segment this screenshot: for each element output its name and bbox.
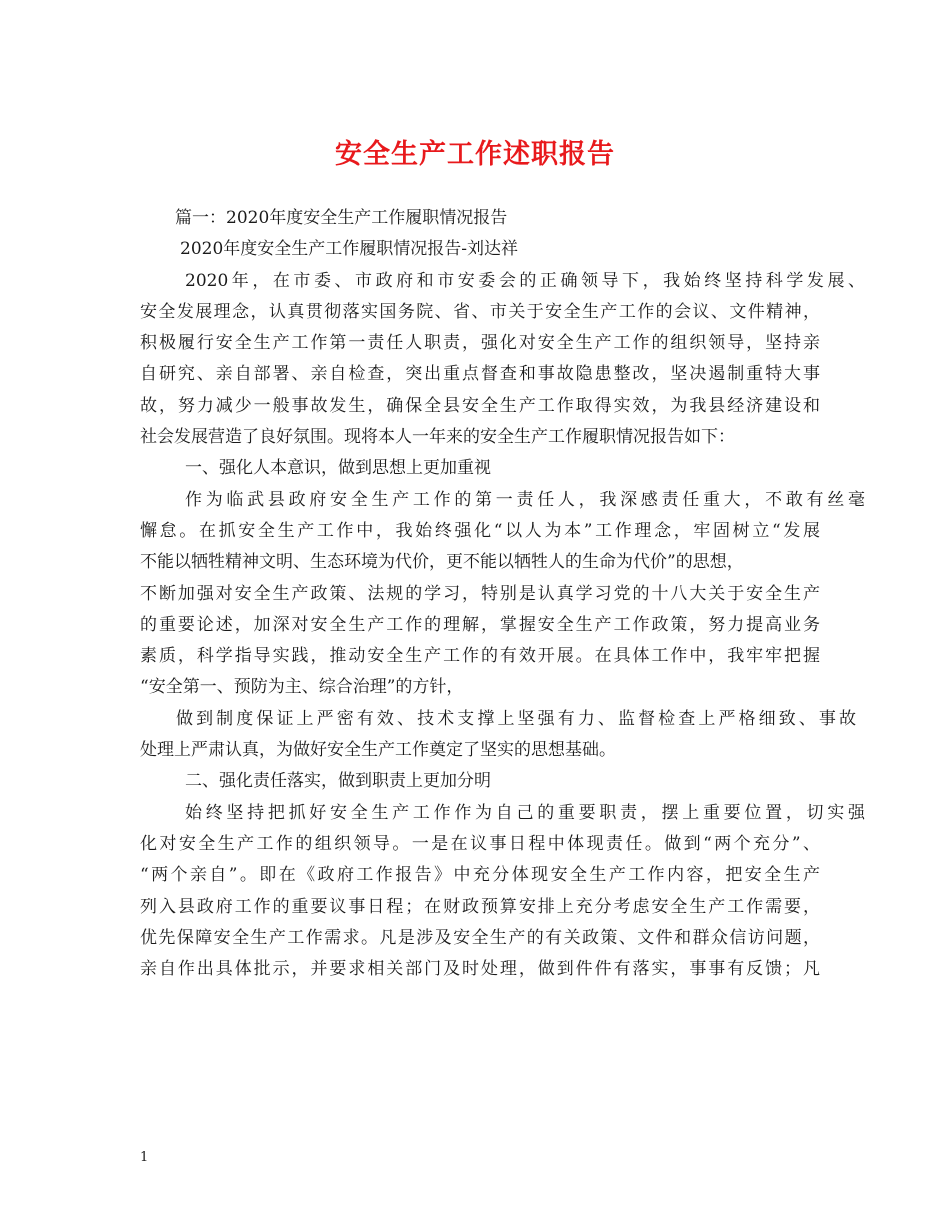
text-line: 亲自作出具体批示，并要求相关部门及时处理，做到件件有落实，事事有反馈；凡 — [140, 959, 820, 980]
text-line: 不能以牺牲精神文明、生态环境为代价，更不能以牺牲人的生命为代价”的思想， — [140, 552, 744, 573]
text-line: 自研究、亲自部署、亲自检查，突出重点督查和事故隐患整改，坚决遏制重特大事 — [140, 364, 820, 385]
section-heading-1: 一、强化人本意识，做到思想上更加重视 — [185, 458, 491, 479]
text-line: 2020年，在市委、市政府和市安委会的正确领导下，我始终坚持科学发展、 — [185, 270, 865, 291]
text-line: 始终坚持把抓好安全生产工作作为自己的重要职责，摆上重要位置，切实强 — [185, 802, 865, 823]
text-line: 化对安全生产工作的组织领导。一是在议事日程中体现责任。做到“两个充分”、 — [140, 833, 820, 854]
text-line: 列入县政府工作的重要议事日程；在财政预算安排上充分考虑安全生产工作需要， — [140, 896, 820, 917]
text-line: 做到制度保证上严密有效、技术支撑上坚强有力、监督检查上严格细致、事故 — [176, 708, 856, 729]
page-number: 1 — [140, 1150, 149, 1165]
text-line: 故，努力减少一般事故发生，确保全县安全生产工作取得实效，为我县经济建设和 — [140, 395, 820, 416]
section-heading-2: 二、强化责任落实，做到职责上更加分明 — [185, 771, 491, 792]
text-line: “两个亲自”。即在《政府工作报告》中充分体现安全生产工作内容，把安全生产 — [140, 865, 820, 886]
text-line: 作为临武县政府安全生产工作的第一责任人，我深感责任重大，不敢有丝毫 — [185, 489, 865, 510]
text-line-chapter-heading: 篇一：2020年度安全生产工作履职情况报告 — [175, 208, 508, 228]
text-line: 素质，科学指导实践，推动安全生产工作的有效开展。在具体工作中，我牢牢把握 — [140, 646, 820, 667]
text-line: 不断加强对安全生产政策、法规的学习，特别是认真学习党的十八大关于安全生产 — [140, 583, 820, 604]
text-line: 积极履行安全生产工作第一责任人职责，强化对安全生产工作的组织领导，坚持亲 — [140, 333, 820, 354]
document-title: 安全生产工作述职报告 — [335, 139, 615, 170]
text-line: 懈怠。在抓安全生产工作中，我始终强化“以人为本”工作理念，牢固树立“发展 — [140, 520, 820, 541]
document-body — [140, 203, 865, 985]
text-line: 处理上严肃认真，为做好安全生产工作奠定了坚实的思想基础。 — [140, 740, 616, 761]
text-line: 优先保障安全生产工作需求。凡是涉及安全生产的有关政策、文件和群众信访问题， — [140, 927, 820, 948]
text-line: “安全第一、预防为主、综合治理”的方针， — [140, 677, 464, 698]
text-line: 的重要论述，加深对安全生产工作的理解，掌握安全生产工作政策，努力提高业务 — [140, 614, 820, 635]
text-line-subtitle: 2020年度安全生产工作履职情况报告-刘达祥 — [180, 239, 519, 260]
text-line: 社会发展营造了良好氛围。现将本人一年来的安全生产工作履职情况报告如下： — [140, 427, 735, 448]
text-line: 安全发展理念，认真贯彻落实国务院、省、市关于安全生产工作的会议、文件精神， — [140, 301, 820, 322]
